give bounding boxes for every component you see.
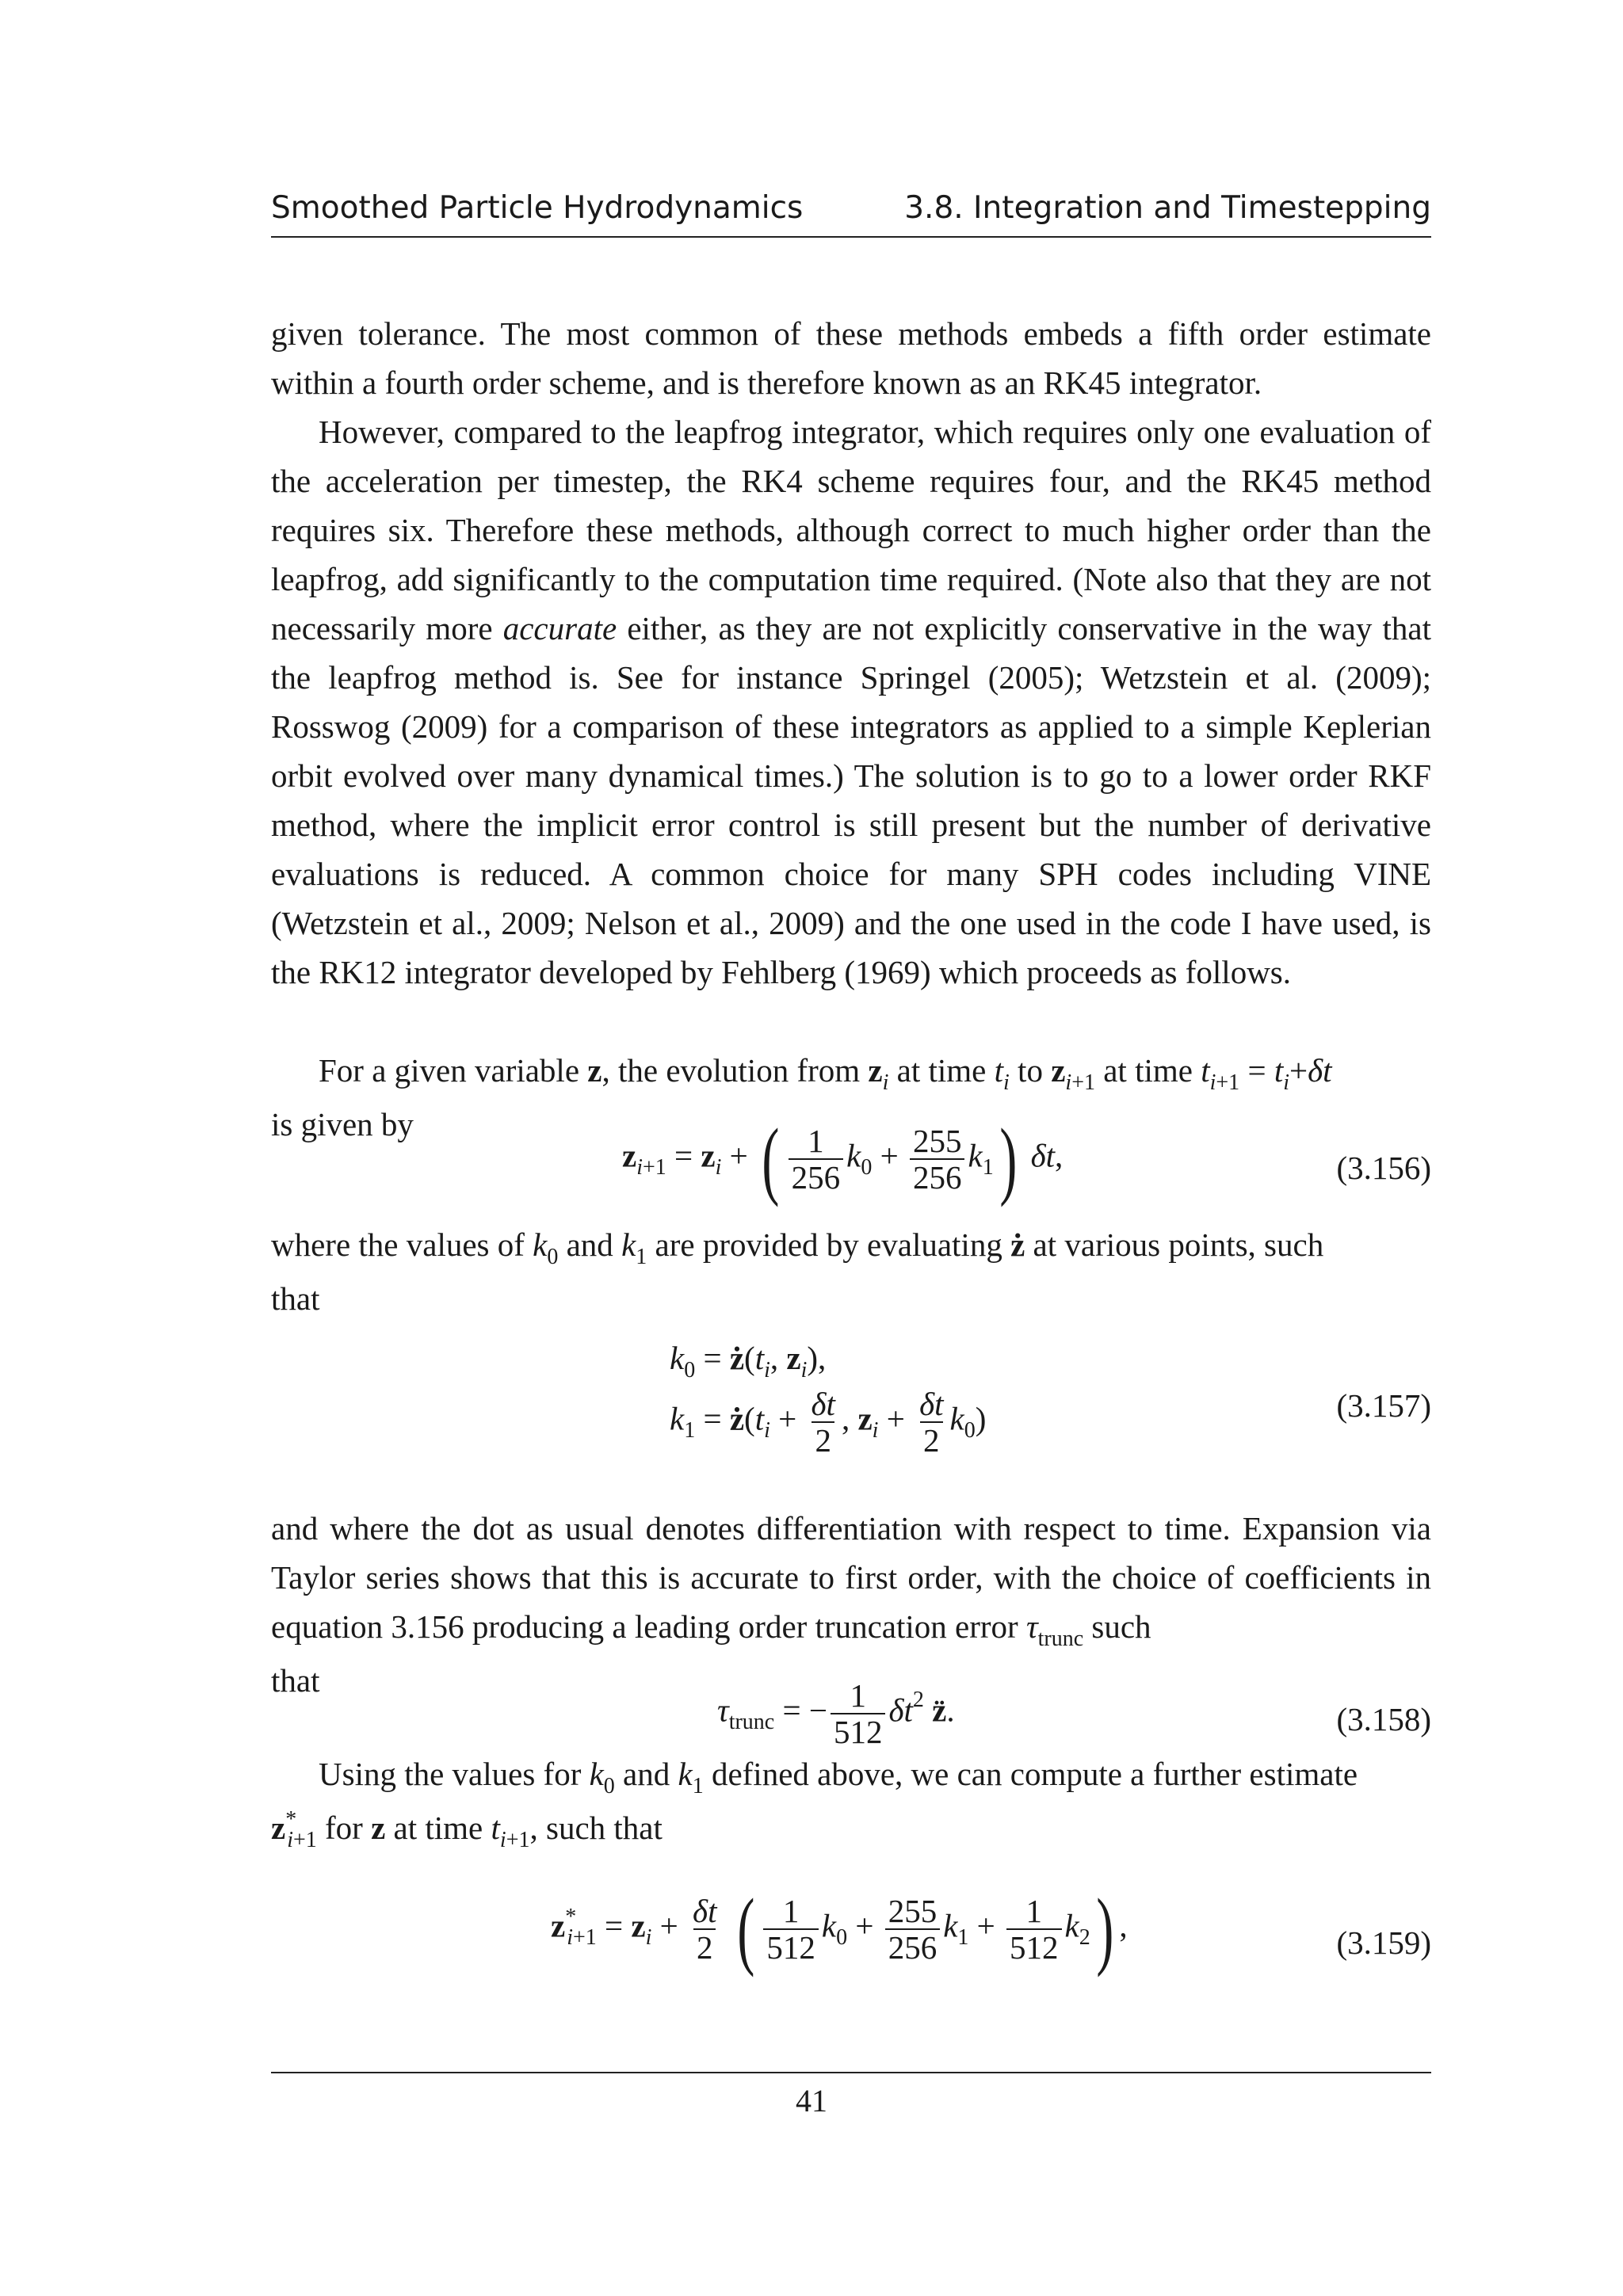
paragraph-6-line-2-a: for (325, 1810, 363, 1846)
page-number: 41 (796, 2083, 827, 2119)
paragraph-6-line-2-c: , such that (529, 1810, 663, 1846)
paragraph-3-text-a: For a given variable (319, 1052, 588, 1089)
paragraph-3-line-2: is given by (271, 1106, 414, 1142)
paragraph-1: given tolerance. The most common of these methods embeds a fifth order estimate within a fourth order scheme, and is therefore known as an RK45 integrator. (271, 315, 1431, 401)
paragraph-3-text-e: at time (1094, 1052, 1201, 1089)
paragraph-5-line-2: that (271, 1662, 320, 1699)
paragraph-5: and where the dot as usual denotes differentiation with respect to time. Expansion via Taylor series shows that this is accurate to first order, with the choice of coefficients in equation 3.156 producing a leading order truncation error $\tau_{trunc}$ such that (271, 1510, 1431, 1699)
paragraph-4: where the values of $k_0$ and $k_1$ are provided by evaluating ż at various points, such that (271, 1226, 1324, 1317)
equation-3-156: $z_{i+1} = z_i$ + ( $\frac{1}{256}$ $k_0$ + $\frac{255}{256}$ $k_1$) δt, (622, 1111, 1064, 1207)
emphasis-accurate: accurate (502, 610, 617, 646)
paragraph-6: Using the values for $k_0$ and $k_1$ defined above, we can compute a further estimate $z^*_{i+1}$ for z at time $t_{i+1}$, such that (271, 1756, 1358, 1852)
paragraph-4-text-b: and (566, 1226, 613, 1263)
equation-number-3-156: (3.156) (1336, 1150, 1431, 1186)
paragraph-5-text-a: and where the dot as usual denotes differentiation with respect to time. Expansion via Taylor series shows that this is accurate to first order, with the choice of coefficients in equation 3.156 producing a leading order truncation error (271, 1510, 1431, 1645)
paragraph-6-text-c: defined above, we can compute a further estimate (711, 1756, 1358, 1792)
paragraph-4-text-c: are provided by evaluating (655, 1226, 1002, 1263)
paragraph-5-text-b: such (1091, 1608, 1151, 1645)
equation-3-158: $\tau_{trunc}$ = − $\frac{1}{512}$ $\delta t^2$ z̈. (717, 1677, 955, 1750)
paragraph-4-line-2: that (271, 1280, 320, 1317)
paragraph-6-line-2-b: at time (393, 1810, 483, 1846)
paragraph-3: For a given variable z, the evolution from $z_i$ at time $t_i$ to $z_{i+1}$ at time $t_{i+1} = t_i+\delta t$ is given by (271, 1052, 1332, 1142)
equation-number-3-159: (3.159) (1336, 1924, 1431, 1961)
paragraph-2-text-a: However, compared to the leapfrog integrator, which requires only one evaluation of the acceleration per timestep, the RK4 scheme requires four, and the RK45 method requires six. Therefore these methods, although correct to much higher order than the leapfrog, add significantly to the computation time required. (Note also that they are not necessarily more (271, 414, 1431, 646)
paragraph-3-text-b: , the evolution from (601, 1052, 869, 1089)
equation-3-159: $z^*_{i+1} = z_i$ + $\frac{\delta t}{2}$ ( $\frac{1}{512}$ $k_0$ + $\frac{255}{256}$ $k_1$ + $\frac{1}{512}$ $k_2$) , (551, 1881, 1128, 1978)
paragraph-2 (271, 407, 1431, 997)
footer-rule (271, 2072, 1431, 2073)
math-z: z (587, 1052, 602, 1089)
paragraph-3-text-c: at time (888, 1052, 995, 1089)
paragraph-3-text-d: to (1009, 1052, 1052, 1089)
equation-number-3-158: (3.158) (1336, 1701, 1431, 1737)
paragraph-4-text-d: at various points, such (1033, 1226, 1324, 1263)
paragraph-4-text-a: where the values of (271, 1226, 525, 1263)
equation-number-3-157: (3.157) (1336, 1387, 1431, 1424)
paragraph-6-text-b: and (623, 1756, 670, 1792)
paragraph-6-text-a: Using the values for (319, 1756, 582, 1792)
header-right-section: 3.8. Integration and Timestepping (904, 190, 1431, 226)
running-header (271, 190, 1431, 238)
paragraph-2-text-b: either, as they are not explicitly conservative in the way that the leapfrog method is. See for instance Springel (2005); Wetzstein et al. (2009); Rosswog (2009) for a comparison of these integrators as applied to a simple Keplerian orbit evolved over many dynamical times.) The solution is to go to a lower order RKF method, where the implicit error control is still present but the number of derivative evaluations is reduced. A common choice for many SPH codes including VINE (Wetzstein et al., 2009; Nelson et al., 2009) and the one used in the code I have used, is the RK12 integrator developed by Fehlberg (1969) which proceeds as follows. (271, 610, 1431, 990)
header-left-title: Smoothed Particle Hydrodynamics (271, 190, 804, 226)
